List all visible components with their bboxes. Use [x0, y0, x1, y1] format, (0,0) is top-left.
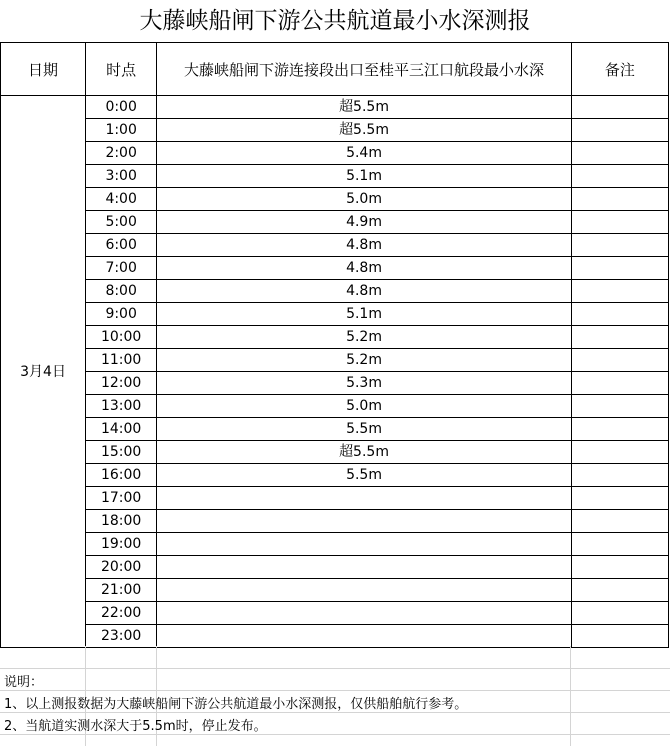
time-cell: 14:00 — [86, 418, 157, 441]
table-row — [1, 372, 669, 395]
note-cell — [571, 510, 668, 533]
time-cell: 7:00 — [86, 257, 157, 280]
note-cell — [571, 533, 668, 556]
table-row — [1, 418, 669, 441]
depth-cell: 5.3m — [157, 372, 572, 395]
depth-cell: 5.2m — [157, 349, 572, 372]
note-cell — [571, 418, 668, 441]
note-cell — [571, 234, 668, 257]
note-cell — [571, 119, 668, 142]
depth-cell: 5.0m — [157, 395, 572, 418]
depth-cell: 5.1m — [157, 303, 572, 326]
depth-cell: 4.8m — [157, 257, 572, 280]
depth-report-table — [0, 42, 669, 648]
table-body — [1, 96, 669, 648]
table-row — [1, 257, 669, 280]
depth-cell: 超5.5m — [157, 96, 572, 119]
time-cell: 6:00 — [86, 234, 157, 257]
report-title: 大藤峡船闸下游公共航道最小水深测报 — [139, 8, 531, 34]
note-cell — [571, 188, 668, 211]
depth-cell: 4.9m — [157, 211, 572, 234]
table-row — [1, 510, 669, 533]
time-cell: 3:00 — [86, 165, 157, 188]
time-cell: 23:00 — [86, 625, 157, 648]
note-cell — [571, 326, 668, 349]
table-row — [1, 533, 669, 556]
depth-cell: 5.5m — [157, 464, 572, 487]
table-row — [1, 464, 669, 487]
depth-cell: 5.2m — [157, 326, 572, 349]
table-row — [1, 234, 669, 257]
depth-cell: 5.5m — [157, 418, 572, 441]
note-cell — [571, 165, 668, 188]
time-cell: 13:00 — [86, 395, 157, 418]
table-row — [1, 119, 669, 142]
notes-section — [4, 672, 467, 738]
table-header-row — [1, 43, 669, 96]
table-row — [1, 165, 669, 188]
note-line-1: 1、以上测报数据为大藤峡船闸下游公共航道最小水深测报，仅供船舶航行参考。 — [4, 697, 468, 712]
time-cell: 21:00 — [86, 579, 157, 602]
depth-cell — [157, 487, 572, 510]
table-row — [1, 579, 669, 602]
note-cell — [571, 372, 668, 395]
time-cell: 1:00 — [86, 119, 157, 142]
table-row — [1, 211, 669, 234]
depth-cell: 4.8m — [157, 280, 572, 303]
header-time: 时点 — [86, 43, 157, 96]
table-row — [1, 280, 669, 303]
table-row — [1, 96, 669, 119]
time-cell: 8:00 — [86, 280, 157, 303]
time-cell: 5:00 — [86, 211, 157, 234]
time-cell: 11:00 — [86, 349, 157, 372]
note-cell — [571, 349, 668, 372]
table-row — [1, 142, 669, 165]
note-cell — [571, 441, 668, 464]
table-row — [1, 602, 669, 625]
depth-cell — [157, 510, 572, 533]
table-row — [1, 556, 669, 579]
table-row — [1, 625, 669, 648]
table-row — [1, 349, 669, 372]
note-cell — [571, 280, 668, 303]
note-cell — [571, 211, 668, 234]
depth-cell — [157, 579, 572, 602]
table-row — [1, 326, 669, 349]
note-cell — [571, 395, 668, 418]
date-cell: 3月4日 — [1, 96, 86, 648]
note-cell — [571, 257, 668, 280]
note-cell — [571, 556, 668, 579]
table-row — [1, 441, 669, 464]
note-cell — [571, 579, 668, 602]
depth-cell — [157, 602, 572, 625]
depth-cell: 4.8m — [157, 234, 572, 257]
table-row — [1, 395, 669, 418]
header-note: 备注 — [571, 43, 668, 96]
depth-cell: 超5.5m — [157, 441, 572, 464]
time-cell: 4:00 — [86, 188, 157, 211]
note-cell — [571, 487, 668, 510]
header-date: 日期 — [1, 43, 86, 96]
depth-cell: 5.4m — [157, 142, 572, 165]
depth-cell: 5.1m — [157, 165, 572, 188]
time-cell: 22:00 — [86, 602, 157, 625]
table-row — [1, 188, 669, 211]
note-cell — [571, 142, 668, 165]
table-row — [1, 303, 669, 326]
time-cell: 18:00 — [86, 510, 157, 533]
time-cell: 19:00 — [86, 533, 157, 556]
time-cell: 0:00 — [86, 96, 157, 119]
time-cell: 15:00 — [86, 441, 157, 464]
depth-cell: 超5.5m — [157, 119, 572, 142]
note-line-2: 2、当航道实测水深大于5.5m时，停止发布。 — [4, 719, 267, 734]
note-cell — [571, 303, 668, 326]
time-cell: 2:00 — [86, 142, 157, 165]
header-depth: 大藤峡船闸下游连接段出口至桂平三江口航段最小水深 — [157, 43, 572, 96]
time-cell: 10:00 — [86, 326, 157, 349]
note-cell — [571, 464, 668, 487]
time-cell: 17:00 — [86, 487, 157, 510]
depth-cell — [157, 625, 572, 648]
time-cell: 9:00 — [86, 303, 157, 326]
time-cell: 16:00 — [86, 464, 157, 487]
table-row — [1, 487, 669, 510]
depth-cell — [157, 556, 572, 579]
depth-cell: 5.0m — [157, 188, 572, 211]
time-cell: 20:00 — [86, 556, 157, 579]
depth-cell — [157, 533, 572, 556]
note-cell — [571, 602, 668, 625]
notes-heading: 说明： — [4, 675, 44, 690]
time-cell: 12:00 — [86, 372, 157, 395]
note-cell — [571, 96, 668, 119]
note-cell — [571, 625, 668, 648]
